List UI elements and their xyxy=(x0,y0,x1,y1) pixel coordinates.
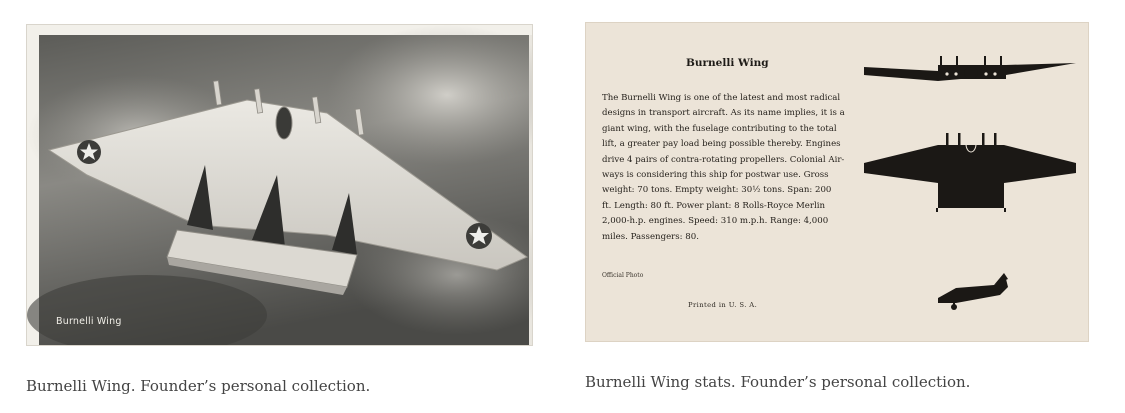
card-body-line: ft. Length: 80 ft. Power plant: 8 Rolls-Royce Merlin xyxy=(602,200,825,211)
stats-card xyxy=(585,22,1089,342)
burnelli-wing-photo xyxy=(26,24,533,346)
card-body-line: 2,000-h.p. engines. Speed: 310 m.p.h. Range: 4,000 xyxy=(602,216,829,227)
aircraft-silhouettes xyxy=(586,23,1089,342)
card-body-line: drive 4 pairs of contra-rotating propellers. Colonial Air- xyxy=(602,154,845,165)
cockpit-shape xyxy=(276,107,292,139)
figure-burnelli-photo xyxy=(26,24,533,346)
star-insignia-left-icon xyxy=(77,140,101,164)
photo-label: Burnelli Wing xyxy=(56,316,122,327)
card-body-line: designs in transport aircraft. As its name implies, it is a xyxy=(602,108,845,119)
caption-photo: Burnelli Wing. Founder’s personal collection. xyxy=(26,377,371,395)
card-body-line: weight: 70 tons. Empty weight: 30½ tons. Span: 200 xyxy=(602,185,832,196)
card-body-line: lift, a greater pay load being possible thereby. Engines xyxy=(602,139,841,150)
side-view-silhouette-icon xyxy=(938,273,1008,310)
card-body-line: giant wing, with the fuselage contributing to the total xyxy=(602,123,837,134)
star-insignia-right-icon xyxy=(466,223,492,249)
figure-burnelli-stats xyxy=(585,22,1089,342)
card-body-line: miles. Passengers: 80. xyxy=(602,231,699,242)
card-body-line: ways is considering this ship for postwar use. Gross xyxy=(602,170,829,181)
photo-credit: Official Photo xyxy=(602,272,644,279)
aircraft-photo-image xyxy=(27,25,533,346)
printed-notice: Printed in U. S. A. xyxy=(688,301,758,309)
card-title: Burnelli Wing xyxy=(686,57,769,69)
front-view-silhouette-icon xyxy=(864,56,1076,81)
top-view-silhouette-icon xyxy=(864,133,1076,212)
card-body-line: The Burnelli Wing is one of the latest and most radical xyxy=(602,93,841,103)
caption-stats: Burnelli Wing stats. Founder’s personal collection. xyxy=(585,373,971,391)
